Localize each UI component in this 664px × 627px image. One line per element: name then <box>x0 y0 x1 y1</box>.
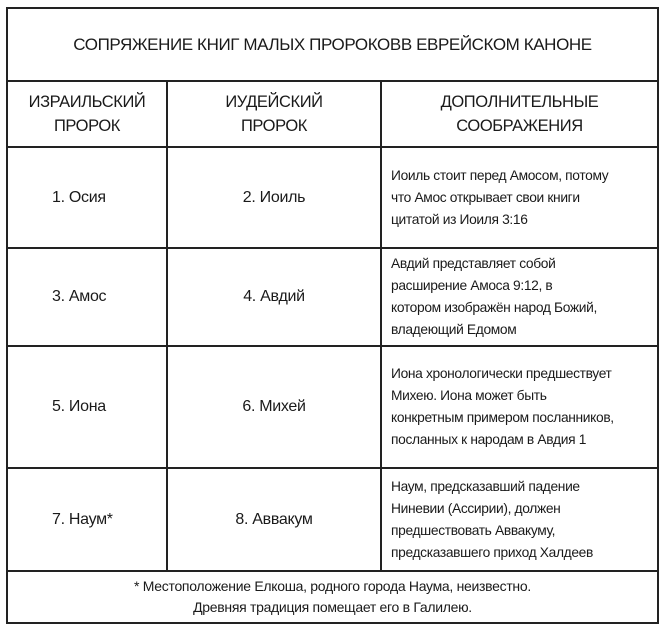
judah-prophet: 4. Авдий <box>168 249 382 345</box>
table-row <box>8 469 657 572</box>
header-notes: ДОПОЛНИТЕЛЬНЫЕ СООБРАЖЕНИЯ <box>440 93 599 135</box>
israel-prophet: 3. Амос <box>8 249 168 345</box>
header-judah: ИУДЕЙСКИЙ ПРОРОК <box>168 82 382 146</box>
israel-prophet: 7. Наум* <box>8 469 168 570</box>
footnote: * Местоположение Елкоша, родного города Наума, неизвестно. Древняя традиция помещает его в Галилею. <box>134 578 531 615</box>
table-row <box>8 249 657 347</box>
table-row <box>8 347 657 469</box>
title-line: В ЕВРЕЙСКОМ КАНОНЕ <box>400 35 592 54</box>
table-title <box>8 9 657 80</box>
judah-prophet: 2. Иоиль <box>168 148 382 247</box>
prophets-table <box>6 7 659 624</box>
note: Авдий представляет собой расширение Амоса 9:12, в котором изображён народ Божий, владеющий Едомом <box>391 256 597 337</box>
header-israel: ИЗРАИЛЬСКИЙ ПРОРОК <box>8 82 168 146</box>
note: Иоиль стоит перед Амосом, потому что Амос открывает свои книги цитатой из Иоиля 3:16 <box>391 167 609 227</box>
israel-prophet: 1. Осия <box>8 148 168 247</box>
note: Иона хронологически предшествует Михею. Иона может быть конкретным примером посланников, посланных к народам в Авдия 1 <box>391 366 614 447</box>
judah-prophet: 6. Михей <box>168 347 382 467</box>
title-line: СОПРЯЖЕНИЕ КНИГ МАЛЫХ ПРОРОКОВ <box>73 35 401 54</box>
table-title-row <box>8 9 657 82</box>
judah-prophet: 8. Аввакум <box>168 469 382 570</box>
header-row <box>8 82 657 148</box>
note: Наум, предсказавший падение Ниневии (Ассирии), должен предшествовать Аввакуму, предсказавшего приход Халдеев <box>391 478 593 560</box>
table-row <box>8 148 657 249</box>
israel-prophet: 5. Иона <box>8 347 168 467</box>
footnote-row <box>8 572 657 622</box>
